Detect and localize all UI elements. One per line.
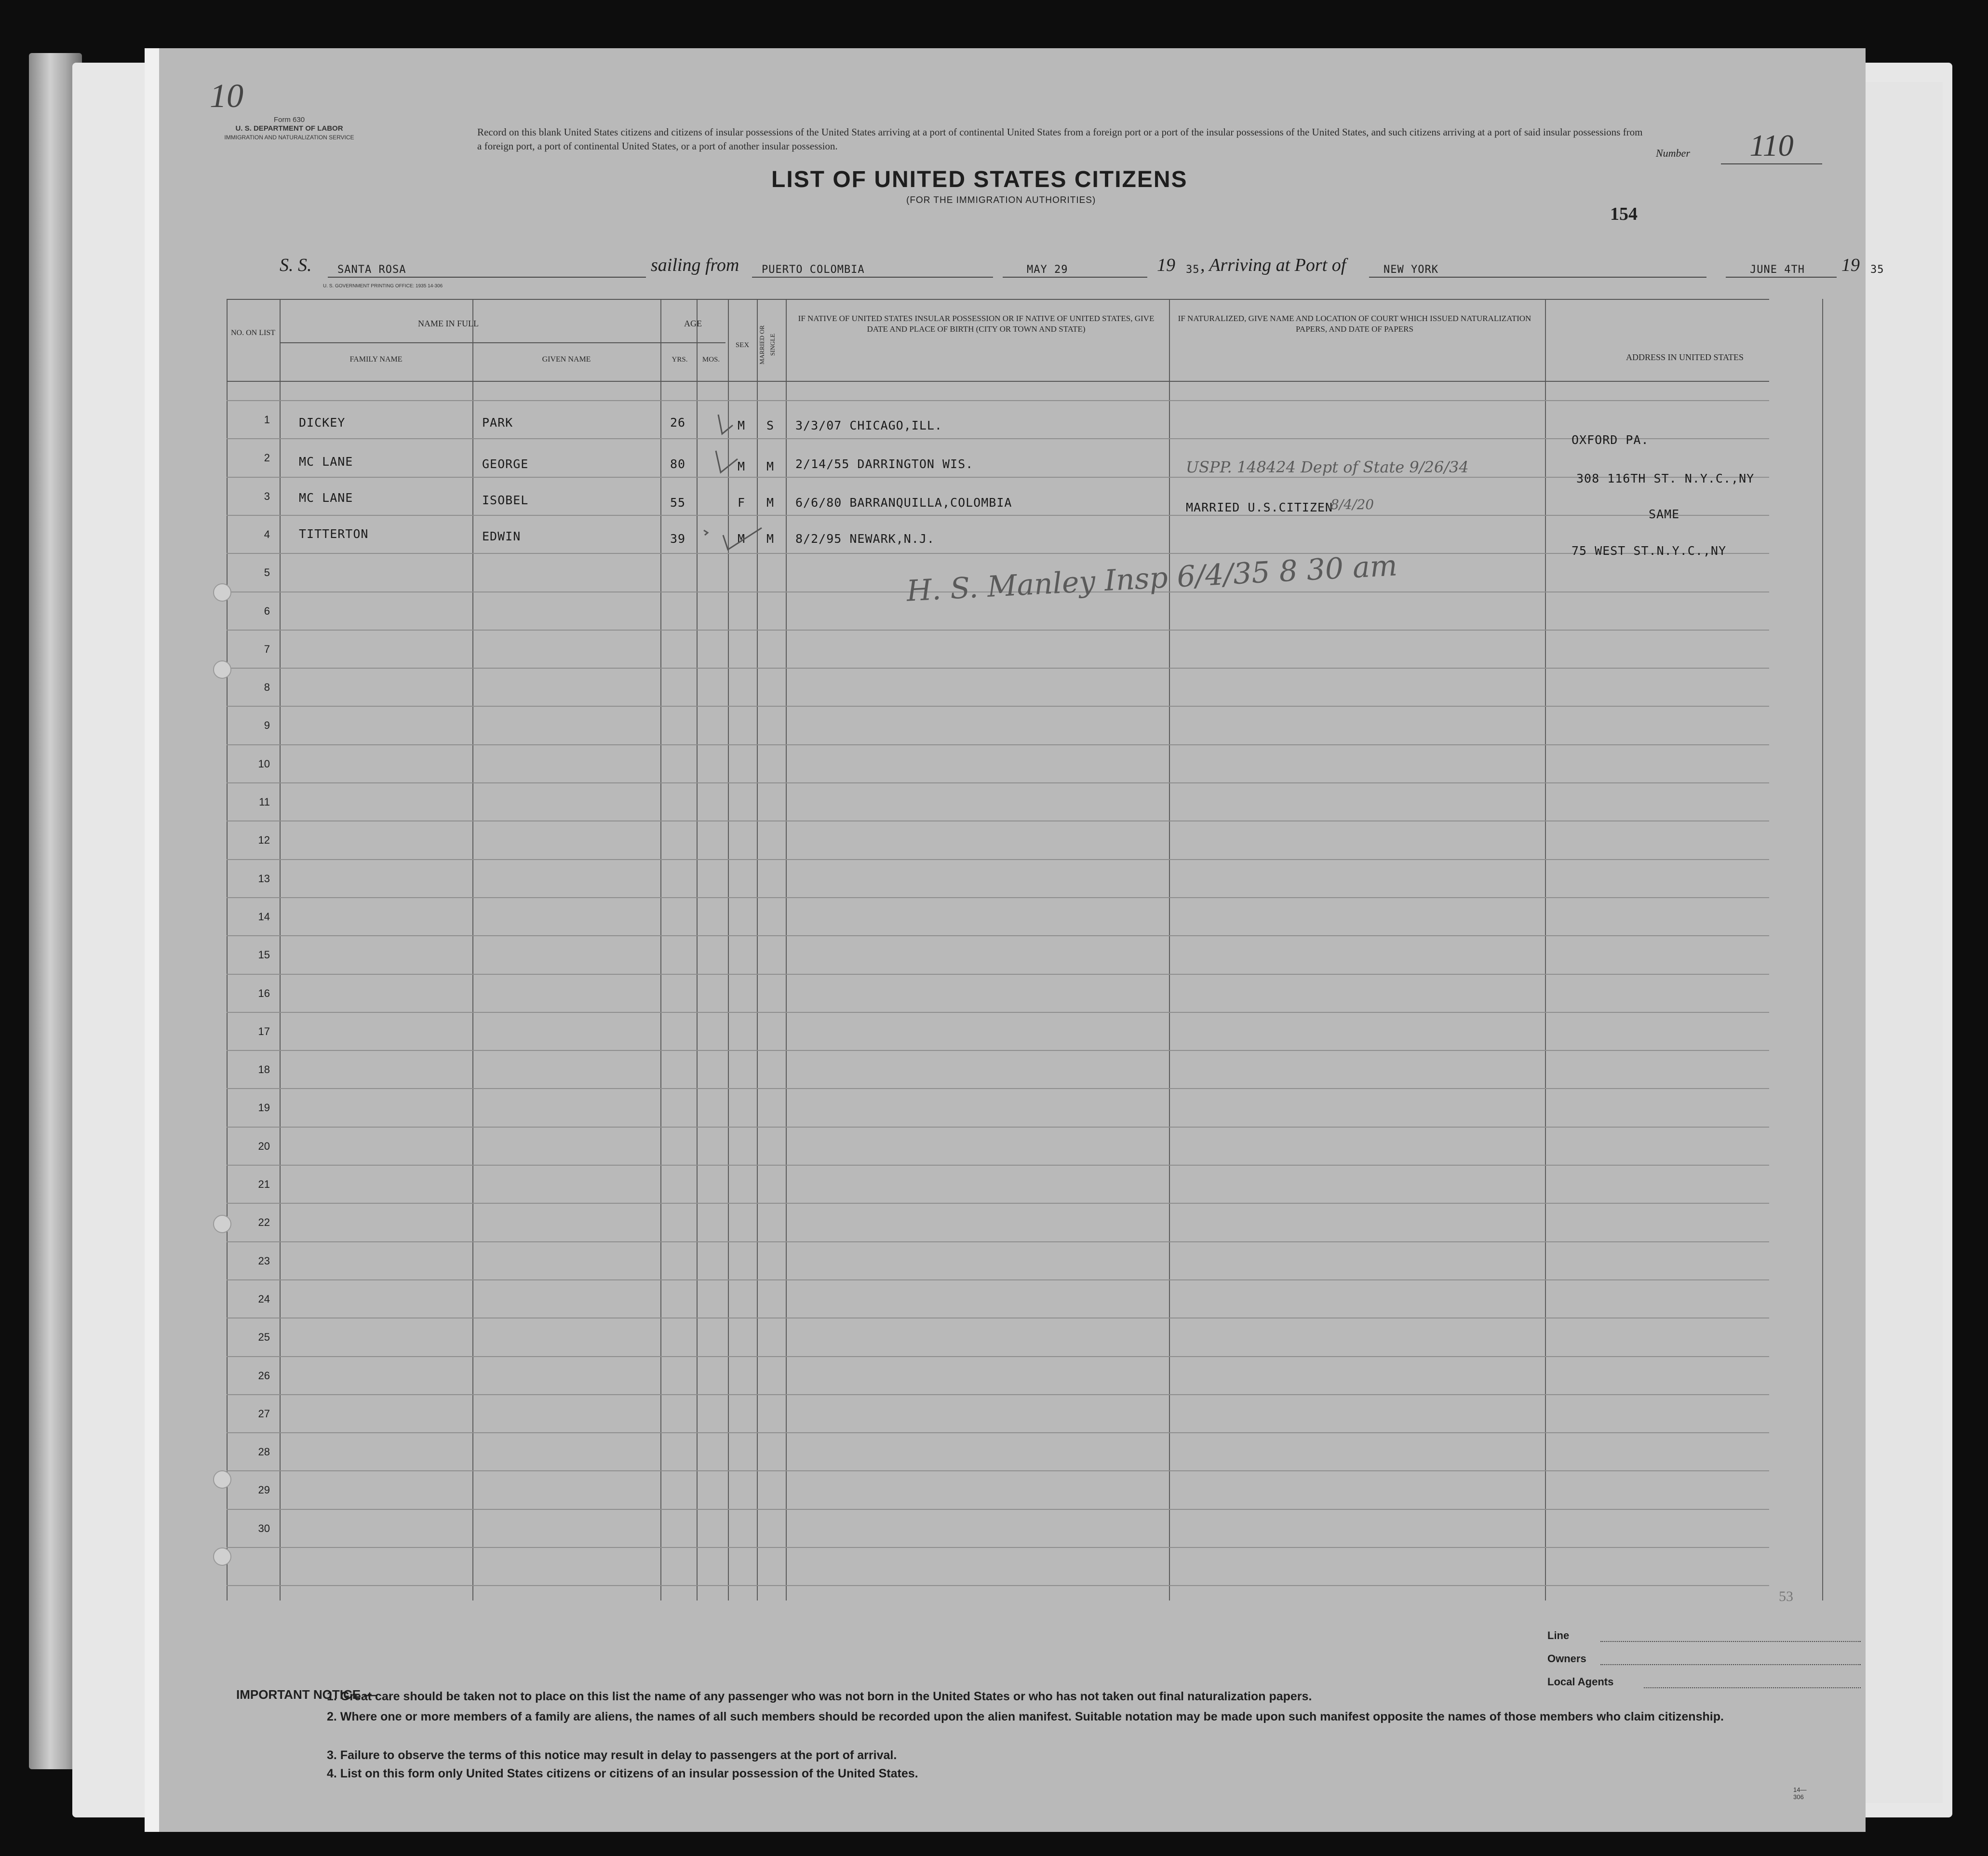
passenger-age: 80 [670,457,686,471]
row-rule [227,859,1769,860]
row-number: 1 [264,414,270,426]
row-rule [227,553,1769,554]
sailing-line [280,251,1885,280]
check-marks [675,405,766,564]
row-number: 16 [258,987,270,999]
column-rule [660,299,661,1600]
passenger-address: OXFORD PA. [1572,433,1649,447]
naturalization-note: MARRIED U.S.CITIZEN [1186,500,1333,514]
row-rule [227,974,1769,975]
row-number: 20 [258,1140,270,1152]
row-rule [227,1127,1769,1128]
page-edge [1861,82,1943,1803]
row-number: 17 [258,1025,270,1037]
passenger-family-name: DICKEY [299,416,346,430]
row-rule [227,706,1769,707]
row-number: 30 [258,1522,270,1534]
passenger-given-name: GEORGE [482,457,529,471]
notice-item: 2. Where one or more members of a family are aliens, the names of all such members should be recorded upon the alien manifest. Suitable notation may be made upon such manifest opposite the names of those members who claim citizenship. [327,1710,1724,1723]
row-rule [227,782,1769,783]
row-number: 27 [258,1407,270,1420]
col-header-naturalized: IF NATURALIZED, GIVE NAME AND LOCATION OF COURT WHICH ISSUED NATURALIZATION PAPERS, AND DATE OF PAPERS [1178,314,1531,334]
arriving-label: , Arriving at Port of [1200,255,1346,275]
notice-item: 4. List on this form only United States citizens or citizens of an insular possession of the United States. [327,1767,918,1780]
column-rule [472,299,473,1600]
arrival-port: NEW YORK [1384,264,1438,276]
form-code: 14—306 [1793,1786,1807,1801]
header-rule [227,381,1769,382]
passenger-given-name: ISOBEL [482,493,529,507]
passenger-age: 55 [670,496,686,510]
col-header-sex: SEX [735,341,750,349]
col-header-name-in-full: NAME IN FULL [418,319,479,328]
row-rule [227,1470,1769,1471]
passenger-marital: M [766,496,775,510]
row-number: 9 [264,719,270,732]
punch-hole [213,1547,231,1566]
notice-title: IMPORTANT NOTICE.— [236,1687,377,1702]
col-header-age: AGE [684,319,702,328]
passenger-marital: M [766,459,775,473]
row-number: 29 [258,1484,270,1496]
row-number: 23 [258,1254,270,1267]
row-rule [227,1432,1769,1433]
row-rule [227,935,1769,936]
passenger-birth: 3/3/07 CHICAGO,ILL. [795,418,942,432]
naturalization-date-note: 8/4/20 [1330,497,1374,512]
naturalization-note: USPP. 148424 Dept of State 9/26/34 [1186,458,1469,476]
row-number: 24 [258,1292,270,1305]
row-number: 18 [258,1063,270,1076]
passenger-sex: F [738,496,746,510]
col-header-birth: IF NATIVE OF UNITED STATES INSULAR POSSESSION OR IF NATIVE OF UNITED STATES, GIVE DATE AND PLACE OF BIRTH (CITY OR TOWN AND STATE) [798,314,1155,334]
row-rule [227,1050,1769,1051]
row-number: 14 [258,910,270,923]
row-rule [227,1279,1769,1280]
row-rule [227,1012,1769,1013]
row-rule [227,1356,1769,1357]
line-label: Line [1547,1629,1570,1641]
row-rule [227,1585,1769,1586]
row-number: 13 [258,872,270,885]
form-line: IMMIGRATION AND NATURALIZATION SERVICE [224,134,354,141]
passenger-family-name: TITTERTON [299,527,369,541]
passenger-marital: S [766,418,775,432]
row-rule [227,1203,1769,1204]
printing-office-note: U. S. GOVERNMENT PRINTING OFFICE: 1935 14-306 [323,283,443,289]
passenger-sex: M [738,418,746,432]
ship-name: SANTA ROSA [337,264,406,276]
passenger-given-name: PARK [482,416,513,430]
row-number: 21 [258,1178,270,1190]
row-number: 26 [258,1369,270,1382]
row-rule [227,438,1769,439]
passenger-address: 308 116TH ST. N.Y.C.,NY [1576,471,1755,485]
row-number: 22 [258,1216,270,1229]
punch-hole [213,1215,231,1233]
punch-hole [213,1470,231,1489]
page-subtitle: (FOR THE IMMIGRATION AUTHORITIES) [906,195,1096,205]
sailing-from-label: sailing from [651,255,739,275]
row-number: 19 [258,1102,270,1114]
column-rule [227,299,228,1600]
row-rule [227,668,1769,669]
row-number: 7 [264,643,270,655]
passenger-given-name: EDWIN [482,529,521,543]
row-rule [227,1394,1769,1395]
row-rule [227,744,1769,745]
departure-date: MAY 29 [1027,264,1068,276]
row-number: 25 [258,1331,270,1344]
arrival-year: 35 [1870,264,1884,276]
departure-year-prefix: 19 [1157,255,1175,275]
passenger-age: 39 [670,532,686,546]
inspector-annotation: H. S. Manley Insp 6/4/35 8 30 am [905,549,1398,608]
passenger-marital: M [766,532,775,546]
row-rule [227,1509,1769,1510]
passenger-age: 26 [670,416,686,430]
col-header-no: NO. ON LIST [231,329,275,337]
passenger-sex: M [738,459,746,473]
column-rule [1822,299,1823,1600]
row-number: 11 [259,796,270,808]
column-rule [1545,299,1546,1600]
number-value: 110 [1721,128,1822,164]
col-header-given-name: GIVEN NAME [542,355,591,363]
citizens-table [227,299,1769,1600]
form-line: Form 630 [273,116,305,124]
manifest-page [159,48,1884,1832]
header-rule [280,342,725,343]
form-line: U. S. DEPARTMENT OF LABOR [235,124,343,133]
passenger-address: 75 WEST ST.N.Y.C.,NY [1572,544,1727,558]
agents-label: Local Agents [1547,1676,1614,1688]
row-rule [227,1241,1769,1242]
passenger-family-name: MC LANE [299,455,353,469]
passenger-birth: 8/2/95 NEWARK,N.J. [795,532,935,546]
col-header-married: MARRIED OR SINGLE [758,325,776,364]
passenger-family-name: MC LANE [299,491,353,505]
row-number: 5 [264,566,270,579]
row-number: 3 [264,490,270,502]
passenger-sex: M [738,532,746,546]
row-rule [227,897,1769,898]
departure-year: 35 [1186,264,1200,276]
row-number: 8 [264,681,270,694]
arrival-year-prefix: 19 [1841,255,1860,275]
row-number: 15 [258,949,270,961]
arrival-date: JUNE 4TH [1750,264,1805,276]
row-number: 28 [258,1446,270,1458]
ss-label: S. S. [280,255,312,275]
header-rule [227,299,1769,300]
column-rule [280,299,281,1600]
col-header-family-name: FAMILY NAME [349,355,403,363]
page-title: LIST OF UNITED STATES CITIZENS [771,167,1188,192]
number-label: Number [1656,147,1690,159]
col-header-yrs: YRS. [672,356,688,363]
passenger-birth: 6/6/80 BARRANQUILLA,COLOMBIA [795,496,1012,510]
row-rule [227,630,1769,631]
column-rule [786,299,787,1600]
notice-item: 3. Failure to observe the terms of this notice may result in delay to passengers at the port of arrival. [327,1748,897,1762]
column-rule [1169,299,1170,1600]
row-rule [227,400,1769,401]
row-number: 6 [264,605,270,617]
passenger-address: SAME [1649,507,1680,521]
row-rule [227,477,1769,478]
row-rule [227,1088,1769,1089]
row-rule [227,1165,1769,1166]
notice-item: 1. Great care should be taken not to place on this list the name of any passenger who was not born in the United States or who has not taken out final naturalization papers. [327,1690,1312,1703]
col-header-address: ADDRESS IN UNITED STATES [1625,352,1744,362]
page-number: 53 [1779,1588,1793,1604]
punch-hole [213,583,231,602]
row-number: 10 [258,757,270,770]
footer [236,1625,1808,1817]
row-number: 2 [264,452,270,464]
row-number: 12 [258,834,270,847]
departure-port: PUERTO COLOMBIA [762,264,865,276]
form-identifier [202,116,376,142]
reference-number: 154 [1610,204,1638,224]
owners-label: Owners [1547,1653,1586,1665]
punch-hole [213,660,231,679]
row-rule [227,515,1769,516]
row-rule [227,820,1769,821]
row-number: 4 [264,528,270,540]
passenger-birth: 2/14/55 DARRINGTON WIS. [795,457,974,471]
handwritten-number: 10 [210,78,243,115]
col-header-mos: MOS. [702,356,720,363]
row-rule [227,1547,1769,1548]
instructions-text: Record on this blank United States citizens and citizens of insular possessions of the United States arriving at a port of continental United States from a foreign port or a port of the insular possessions of the United States, and such citizens arriving at a port of said insular possessions from a foreign port, a port of continental United States, or a port of another insular possession. [477,126,1643,152]
